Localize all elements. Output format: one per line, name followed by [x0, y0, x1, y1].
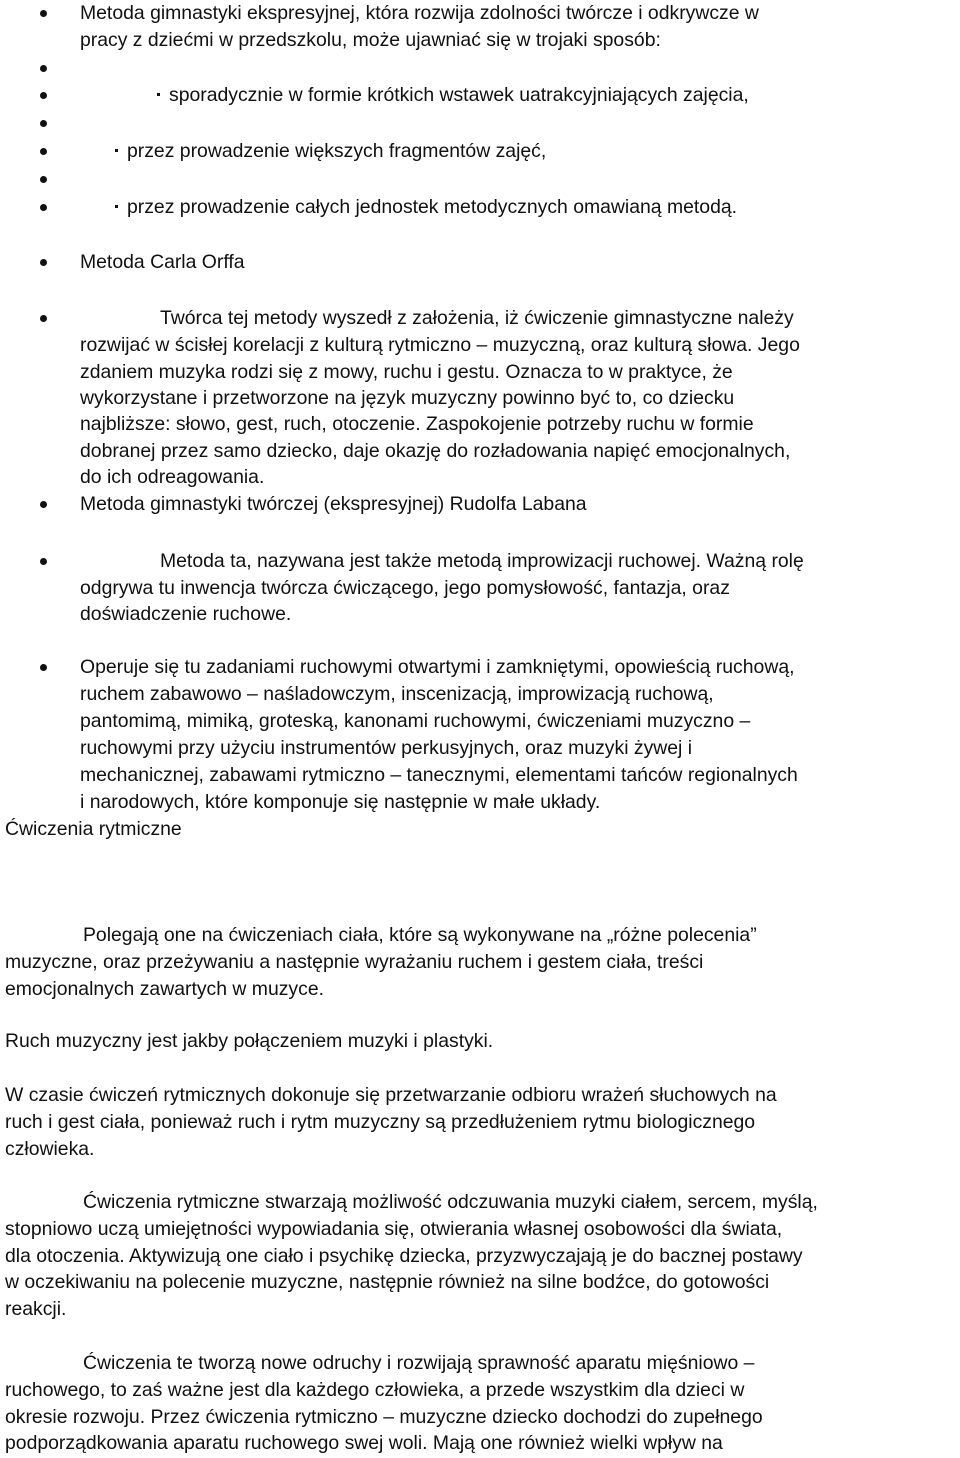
- paragraph-line: muzyczne, oraz przeżywaniu a następnie wyrażaniu ruchem i gestem ciała, treści: [5, 951, 704, 973]
- bullet: [40, 315, 47, 322]
- paragraph-line: Polegają one na ćwiczeniach ciała, które są wykonywane na „różne polecenia”: [83, 924, 757, 946]
- laban-line: i narodowych, które komponuje się następnie w małe układy.: [80, 791, 601, 813]
- intro-line: Metoda gimnastyki ekspresyjnej, która rozwija zdolności twórcze i odkrywcze w: [80, 2, 759, 24]
- paragraph-line: ruchowego, to zaś ważne jest dla każdego człowieka, a przede wszystkim dla dzieci w: [5, 1379, 745, 1401]
- intro-line: pracy z dziećmi w przedszkolu, może ujawniać się w trojaki sposób:: [80, 29, 661, 51]
- dot-icon: [115, 205, 118, 208]
- bullet: [40, 664, 47, 671]
- laban-line: doświadczenie ruchowe.: [80, 603, 292, 625]
- bullet: [40, 204, 47, 211]
- laban-line: odgrywa tu inwencja twórcza ćwiczącego, jego pomysłowość, fantazja, oraz: [80, 577, 730, 599]
- paragraph-line: reakcji.: [5, 1298, 67, 1320]
- paragraph-line: dla otoczenia. Aktywizują one ciało i psychikę dziecka, przyzwyczajają je do bacznej postawy: [5, 1245, 803, 1267]
- bullet: [40, 558, 47, 565]
- paragraph-line: człowieka.: [5, 1138, 95, 1160]
- paragraph-line: Ćwiczenia te tworzą nowe odruchy i rozwijają sprawność aparatu mięśniowo –: [83, 1352, 755, 1374]
- laban-line: Metoda ta, nazywana jest także metodą improwizacji ruchowej. Ważną rolę: [160, 550, 804, 572]
- orff-line: najbliższe: słowo, gest, ruch, otoczenie. Zaspokojenie potrzeby ruchu w formie: [80, 413, 754, 435]
- bullet: [40, 120, 47, 127]
- laban-line: pantomimą, mimiką, groteską, kanonami ruchowymi, ćwiczeniami muzyczno –: [80, 710, 751, 732]
- paragraph-line: emocjonalnych zawartych w muzyce.: [5, 978, 324, 1000]
- laban-line: mechanicznej, zabawami rytmiczno – tanecznymi, elementami tańców regionalnych: [80, 764, 798, 786]
- bullet: [40, 259, 47, 266]
- orff-line: dobranej przez samo dziecko, daje okazję do rozładowania napięć emocjonalnych,: [80, 440, 791, 462]
- orff-line: rozwijać w ścisłej korelacji z kulturą rytmiczno – muzyczną, oraz kulturą słowa. Jego: [80, 334, 800, 356]
- laban-line: ruchem zabawowo – naśladowczym, inscenizacją, improwizacją ruchową,: [80, 683, 714, 705]
- way-item: przez prowadzenie większych fragmentów zajęć,: [115, 138, 546, 165]
- bullet: [40, 10, 47, 17]
- section-heading: Ćwiczenia rytmiczne: [5, 818, 182, 840]
- orff-line: do ich odreagowania.: [80, 466, 265, 488]
- way-item: sporadycznie w formie krótkich wstawek uatrakcyjniających zajęcia,: [157, 82, 749, 109]
- paragraph-line: W czasie ćwiczeń rytmicznych dokonuje się przetwarzanie odbioru wrażeń słuchowych na: [5, 1084, 777, 1106]
- laban-heading: Metoda gimnastyki twórczej (ekspresyjnej) Rudolfa Labana: [80, 493, 587, 515]
- paragraph-line: stopniowo uczą umiejętności wypowiadania się, otwierania własnej osobowości dla świata,: [5, 1218, 783, 1240]
- laban-line: ruchowymi przy użyciu instrumentów perkusyjnych, oraz muzyki żywej i: [80, 737, 693, 759]
- paragraph-line: okresie rozwoju. Przez ćwiczenia rytmiczno – muzyczne dziecko dochodzi do zupełnego: [5, 1406, 763, 1428]
- orff-line: wykorzystane i przetworzone na język muzyczny powinno być to, co dziecku: [80, 387, 735, 409]
- orff-line: Twórca tej metody wyszedł z założenia, iż ćwiczenie gimnastyczne należy: [160, 307, 794, 329]
- bullet: [40, 501, 47, 508]
- laban-line: Operuje się tu zadaniami ruchowymi otwartymi i zamkniętymi, opowieścią ruchową,: [80, 656, 795, 678]
- orff-line: zdaniem muzyka rodzi się z mowy, ruchu i gestu. Oznacza to w praktyce, że: [80, 361, 733, 383]
- bullet: [40, 148, 47, 155]
- paragraph-line: ruch i gest ciała, ponieważ ruch i rytm muzyczny są przedłużeniem rytmu biologicznego: [5, 1111, 756, 1133]
- bullet: [40, 92, 47, 99]
- dot-icon: [115, 149, 118, 152]
- paragraph-line: Ćwiczenia rytmiczne stwarzają możliwość odczuwania muzyki ciałem, sercem, myślą,: [83, 1191, 818, 1213]
- bullet: [40, 176, 47, 183]
- paragraph-line: w oczekiwaniu na polecenie muzyczne, następnie również na silne bodźce, do gotowości: [5, 1271, 770, 1293]
- orff-heading: Metoda Carla Orffa: [80, 251, 245, 273]
- way-item: przez prowadzenie całych jednostek metodycznych omawianą metodą.: [115, 194, 737, 221]
- dot-icon: [157, 93, 160, 96]
- bullet: [40, 65, 47, 72]
- paragraph-line: podporządkowania aparatu ruchowego swej woli. Mają one również wielki wpływ na: [5, 1432, 723, 1454]
- paragraph-line: Ruch muzyczny jest jakby połączeniem muzyki i plastyki.: [5, 1030, 494, 1052]
